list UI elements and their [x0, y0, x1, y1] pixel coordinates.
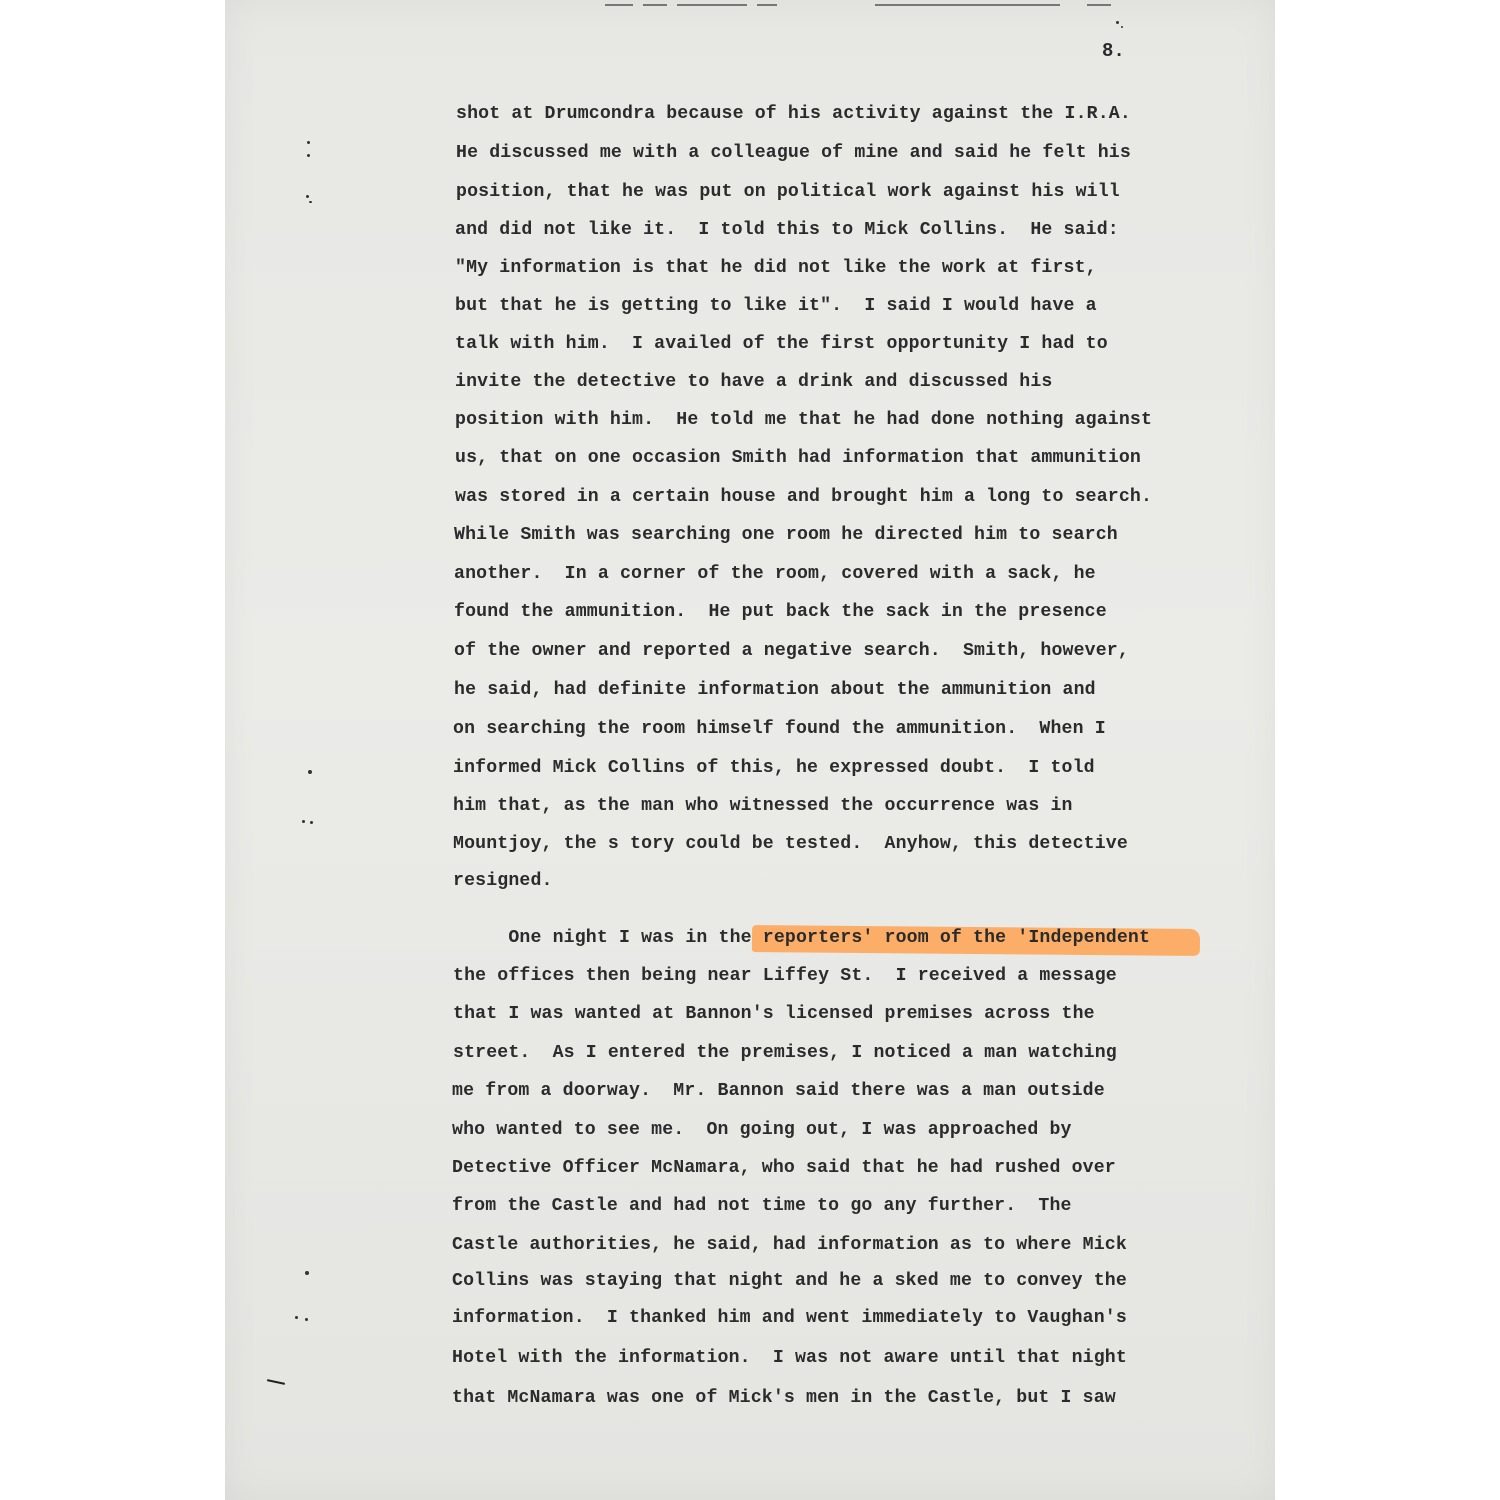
text-line: Mountjoy, the s tory could be tested. Anyhow, this detective — [453, 834, 1128, 854]
text-line: "My information is that he did not like the work at first, — [455, 258, 1097, 278]
text-line: He discussed me with a colleague of mine and said he felt his — [456, 143, 1131, 163]
margin-speck — [305, 1318, 308, 1321]
text-line: another. In a corner of the room, covered with a sack, he — [454, 564, 1096, 584]
text-line: One night I was in the reporters' room of the 'Independent — [453, 928, 1151, 948]
text-line: who wanted to see me. On going out, I was approached by — [452, 1120, 1072, 1140]
text-line: found the ammunition. He put back the sack in the presence — [454, 602, 1107, 622]
margin-speck — [1121, 26, 1123, 28]
text-line: resigned. — [453, 871, 553, 891]
text-line: was stored in a certain house and brought him a long to search. — [455, 487, 1153, 507]
text-line: Detective Officer McNamara, who said that he had rushed over — [452, 1158, 1116, 1178]
text-line: and did not like it. I told this to Mick Collins. He said: — [455, 220, 1119, 240]
margin-speck — [302, 820, 305, 823]
top-edge-mark — [875, 4, 1060, 6]
margin-speck — [305, 1271, 309, 1275]
margin-speck — [306, 195, 309, 198]
text-line: Collins was staying that night and he a sked me to convey the — [452, 1271, 1127, 1291]
text-line: Castle authorities, he said, had information as to where Mick — [452, 1235, 1127, 1255]
text-line: of the owner and reported a negative search. Smith, however, — [454, 641, 1129, 661]
text-line: position, that he was put on political work against his will — [456, 182, 1120, 202]
text-line: on searching the room himself found the ammunition. When I — [453, 719, 1106, 739]
text-line: that I was wanted at Bannon's licensed premises across the — [453, 1004, 1095, 1024]
text-line: position with him. He told me that he had done nothing against — [455, 410, 1153, 430]
text-line: street. As I entered the premises, I noticed a man watching — [453, 1043, 1117, 1063]
top-edge-mark — [677, 4, 747, 6]
margin-speck — [1116, 21, 1119, 24]
text-line: but that he is getting to like it". I said I would have a — [455, 296, 1097, 316]
top-edge-mark — [757, 4, 777, 6]
text-line: he said, had definite information about the ammunition and — [454, 680, 1096, 700]
margin-speck — [307, 141, 310, 144]
text-line: the offices then being near Liffey St. I received a message — [453, 966, 1117, 986]
margin-speck — [310, 821, 313, 824]
top-edge-mark — [605, 4, 633, 6]
text-line: While Smith was searching one room he directed him to search — [454, 525, 1118, 545]
margin-speck — [309, 201, 312, 203]
text-line: him that, as the man who witnessed the occurrence was in — [453, 796, 1073, 816]
text-line: invite the detective to have a drink and discussed his — [455, 372, 1053, 392]
text-line: informed Mick Collins of this, he expressed doubt. I told — [453, 758, 1095, 778]
text-line: Hotel with the information. I was not aware until that night — [452, 1348, 1127, 1368]
text-line: information. I thanked him and went immediately to Vaughan's — [452, 1308, 1127, 1328]
top-edge-mark — [643, 4, 667, 6]
text-line: from the Castle and had not time to go any further. The — [452, 1196, 1072, 1216]
text-line: me from a doorway. Mr. Bannon said there was a man outside — [452, 1081, 1105, 1101]
text-line: shot at Drumcondra because of his activity against the I.R.A. — [456, 104, 1131, 124]
margin-speck — [308, 770, 312, 774]
top-edge-mark — [1087, 4, 1111, 6]
text-line: that McNamara was one of Mick's men in the Castle, but I saw — [452, 1388, 1116, 1408]
margin-speck — [295, 1316, 298, 1319]
page-number: 8. — [1102, 40, 1125, 62]
text-line: us, that on one occasion Smith had information that ammunition — [455, 448, 1141, 468]
text-line: talk with him. I availed of the first opportunity I had to — [455, 334, 1108, 354]
margin-speck — [307, 154, 310, 157]
